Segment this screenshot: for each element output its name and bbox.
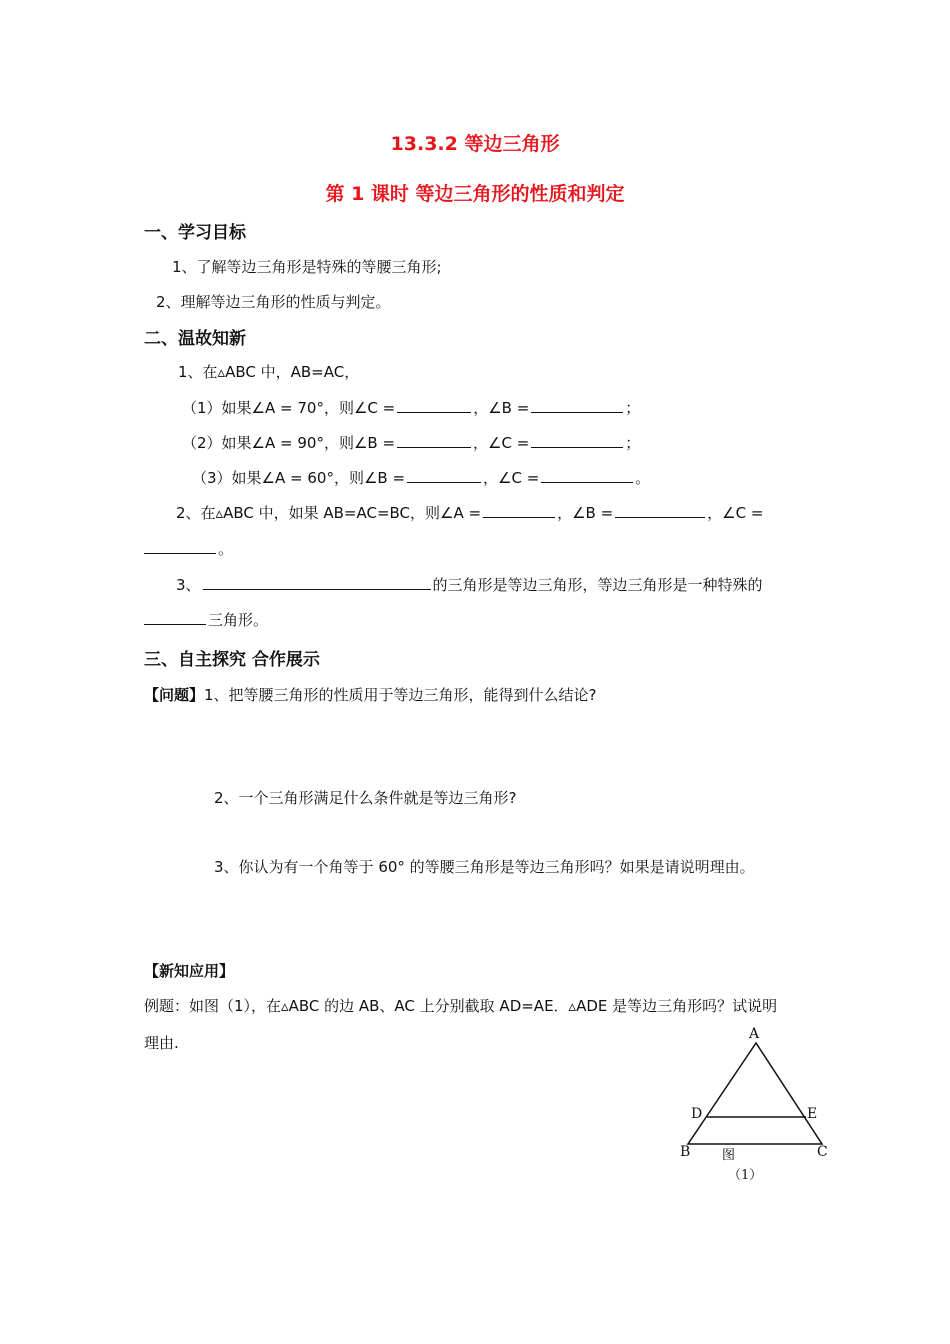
- review-q3: [176, 574, 763, 595]
- review-q1-intro: 1、在▵ABC 中，AB=AC，: [178, 363, 360, 381]
- answer-blank[interactable]: [541, 468, 633, 483]
- label-c: C: [817, 1144, 828, 1160]
- answer-blank[interactable]: [407, 468, 481, 483]
- answer-blank[interactable]: [144, 610, 206, 625]
- problem-1: [144, 684, 597, 705]
- section-heading-explore: 三、自主探究 合作展示: [144, 650, 320, 670]
- q1-2-text-a: （2）如果∠A = 90°，则∠B =: [182, 434, 396, 452]
- answer-blank[interactable]: [483, 503, 555, 518]
- review-q2: [176, 502, 763, 523]
- q1-1-text-b: ，∠B =: [473, 399, 530, 417]
- label-e: E: [807, 1106, 818, 1122]
- q1-3-text-a: （3）如果∠A = 60°，则∠B =: [192, 469, 406, 487]
- example-line-1: 例题：如图（1），在▵ABC 的边 AB、AC 上分别截取 AD=AE．▵ADE 是等边三角形吗？试说明: [144, 997, 778, 1015]
- q3-text-a: 3、: [176, 576, 201, 594]
- q2-text-c: ，∠C =: [707, 504, 764, 522]
- new-knowledge-tag: 【新知应用】: [144, 962, 235, 980]
- answer-blank[interactable]: [615, 503, 705, 518]
- problem-2: 2、一个三角形满足什么条件就是等边三角形?: [214, 789, 517, 807]
- problem-tag: 【问题】: [144, 686, 205, 704]
- q1-2-text-c: ；: [625, 434, 641, 452]
- q3-text-c: 三角形。: [208, 611, 269, 629]
- section-heading-review: 二、温故知新: [144, 329, 246, 349]
- review-q3-cont: [144, 609, 268, 630]
- example-line-2: 理由.: [144, 1034, 179, 1052]
- q1-2-text-b: ，∠C =: [473, 434, 530, 452]
- review-q1-1: [182, 397, 640, 418]
- answer-blank[interactable]: [203, 575, 431, 590]
- label-b: B: [680, 1144, 691, 1160]
- q1-1-text-a: （1）如果∠A = 70°，则∠C =: [182, 399, 396, 417]
- answer-blank[interactable]: [531, 398, 623, 413]
- q2-text-b: ，∠B =: [557, 504, 614, 522]
- label-a: A: [749, 1026, 760, 1042]
- label-d: D: [691, 1106, 703, 1122]
- answer-blank[interactable]: [531, 433, 623, 448]
- problem-3: 3、你认为有一个角等于 60° 的等腰三角形是等边三角形吗？如果是请说明理由。: [214, 858, 755, 876]
- review-q2-cont: [144, 538, 233, 559]
- document-title: 13.3.2 等边三角形: [390, 133, 560, 155]
- q2-text-a: 2、在▵ABC 中，如果 AB=AC=BC，则∠A =: [176, 504, 482, 522]
- q2-text-d: 。: [218, 540, 234, 558]
- problem-1-text: 1、把等腰三角形的性质用于等边三角形，能得到什么结论?: [204, 686, 597, 704]
- answer-blank[interactable]: [144, 539, 216, 554]
- answer-blank[interactable]: [397, 398, 471, 413]
- q3-text-b: 的三角形是等边三角形，等边三角形是一种特殊的: [432, 576, 763, 594]
- answer-blank[interactable]: [397, 433, 471, 448]
- document-subtitle: 第 1 课时 等边三角形的性质和判定: [325, 183, 625, 205]
- goal-item-2: 2、理解等边三角形的性质与判定。: [156, 293, 391, 311]
- review-q1-3: [192, 467, 650, 488]
- figure-caption-number: （1）: [728, 1168, 763, 1183]
- review-q1-2: [182, 432, 640, 453]
- q1-3-text-c: 。: [635, 469, 651, 487]
- q1-1-text-c: ；: [625, 399, 641, 417]
- figure-caption: 图: [722, 1148, 736, 1163]
- q1-3-text-b: ，∠C =: [483, 469, 540, 487]
- goal-item-1: 1、了解等边三角形是特殊的等腰三角形;: [172, 258, 442, 276]
- section-heading-goals: 一、学习目标: [144, 223, 246, 243]
- triangle-abc: [688, 1043, 822, 1144]
